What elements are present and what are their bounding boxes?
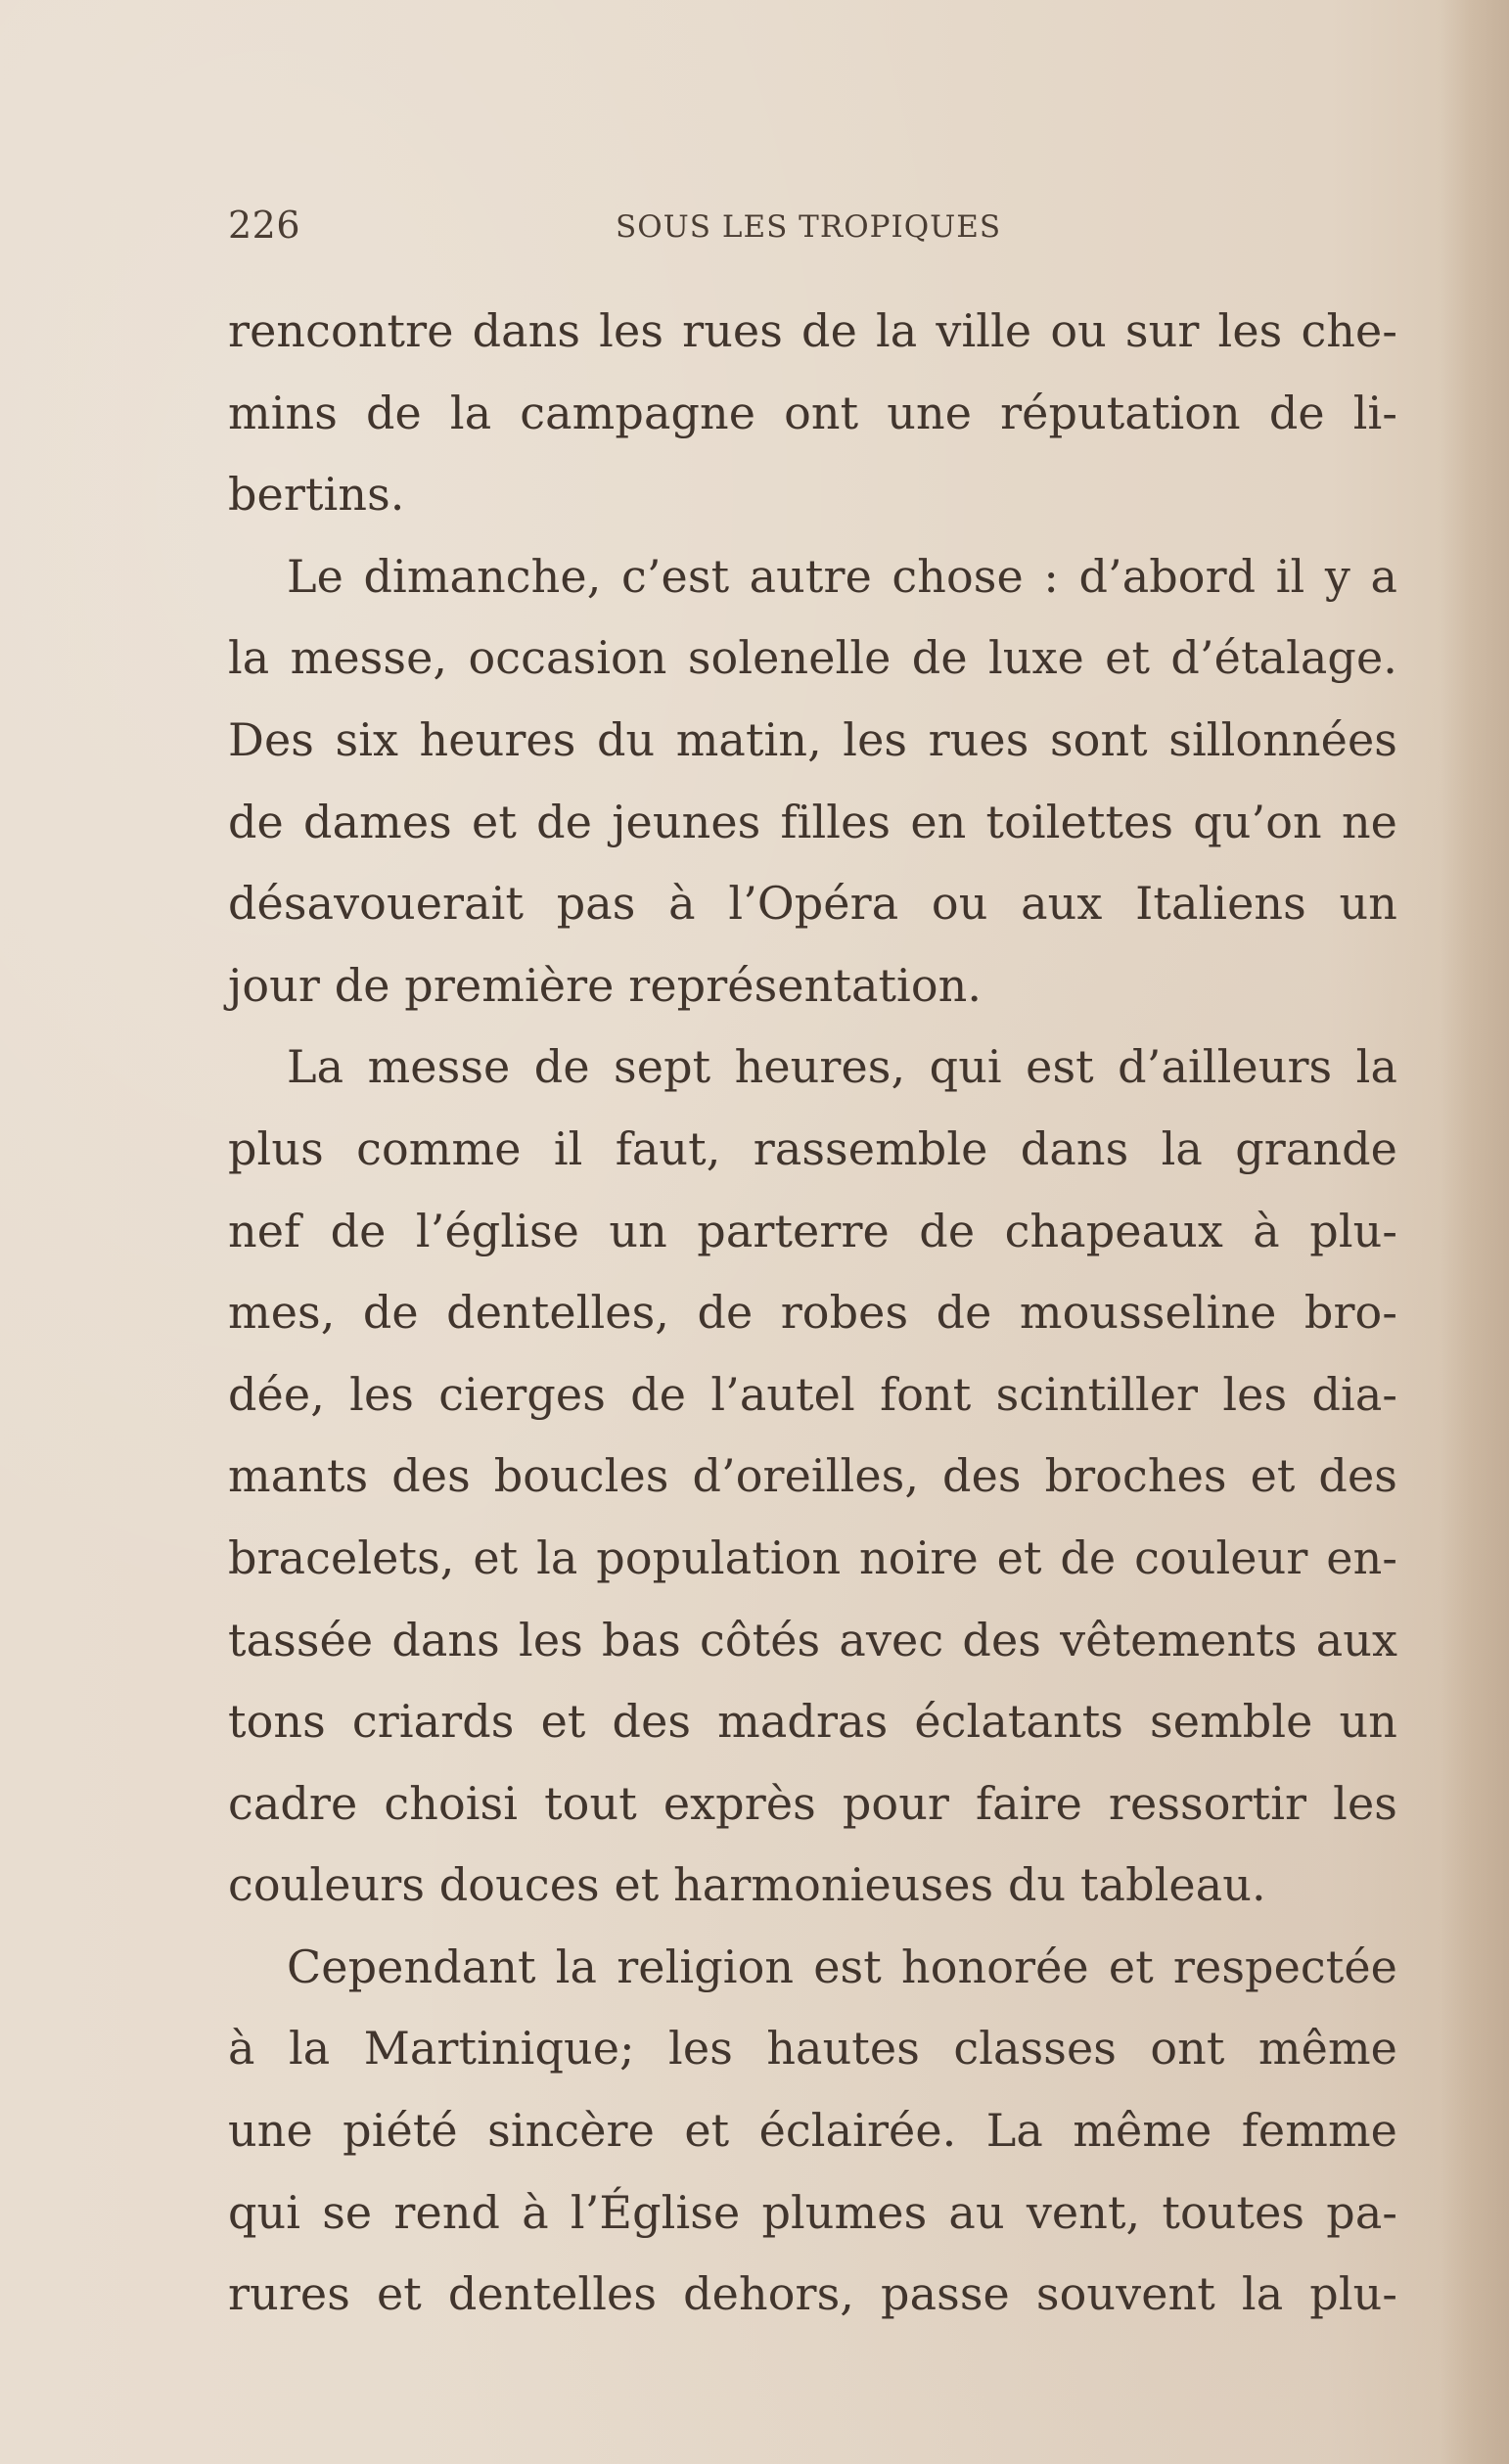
text-line: couleurs douces et harmonieuses du tableau. xyxy=(228,1858,1266,1912)
text-line: plus comme il faut, rassemble dans la grande xyxy=(228,1121,1397,1175)
text-line: Des six heures du matin, les rues sont sillonnées xyxy=(228,712,1397,766)
text-line: de dames et de jeunes filles en toilettes qu’on ne xyxy=(228,795,1397,848)
text-line: la messe, occasion solenelle de luxe et d’étalage. xyxy=(228,631,1397,685)
paragraph-start-line: La messe de sept heures, qui est d’ailleurs la xyxy=(287,1040,1397,1094)
page-body-text xyxy=(228,291,1397,2336)
text-line: nef de l’église un parterre de chapeaux à plu- xyxy=(228,1204,1397,1257)
text-line: mants des boucles d’oreilles, des broches et des xyxy=(228,1449,1397,1503)
running-head: SOUS LES TROPIQUES xyxy=(616,209,1002,245)
paragraph-start-line: Cependant la religion est honorée et respectée xyxy=(287,1939,1397,1993)
text-line: mins de la campagne ont une réputation de li- xyxy=(228,386,1397,439)
text-line: rencontre dans les rues de la ville ou sur les che- xyxy=(228,304,1397,357)
text-line: cadre choisi tout exprès pour faire ressortir les xyxy=(228,1776,1397,1830)
text-line: bracelets, et la population noire et de couleur en- xyxy=(228,1530,1397,1584)
text-line: mes, de dentelles, de robes de mousseline bro- xyxy=(228,1286,1397,1340)
paragraph-start-line: Le dimanche, c’est autre chose : d’abord il y a xyxy=(287,549,1397,603)
page-edge-shadow xyxy=(1440,0,1509,2464)
text-line: une piété sincère et éclairée. La même femme xyxy=(228,2104,1397,2158)
page-header xyxy=(228,204,1029,252)
text-line: rures et dentelles dehors, passe souvent la plu- xyxy=(228,2267,1397,2321)
text-line: tons criards et des madras éclatants semble un xyxy=(228,1695,1397,1749)
text-line: dée, les cierges de l’autel font scintiller les dia- xyxy=(228,1367,1397,1421)
text-line: qui se rend à l’Église plumes au vent, toutes pa- xyxy=(228,2185,1397,2239)
text-line: jour de première représentation. xyxy=(228,958,983,1012)
text-line: désavouerait pas à l’Opéra ou aux Italiens un xyxy=(228,877,1397,931)
text-line: à la Martinique; les hautes classes ont même xyxy=(228,2022,1397,2076)
text-line: tassée dans les bas côtés avec des vêtements aux xyxy=(228,1613,1397,1666)
page-number: 226 xyxy=(228,204,301,247)
text-line: bertins. xyxy=(228,468,405,522)
